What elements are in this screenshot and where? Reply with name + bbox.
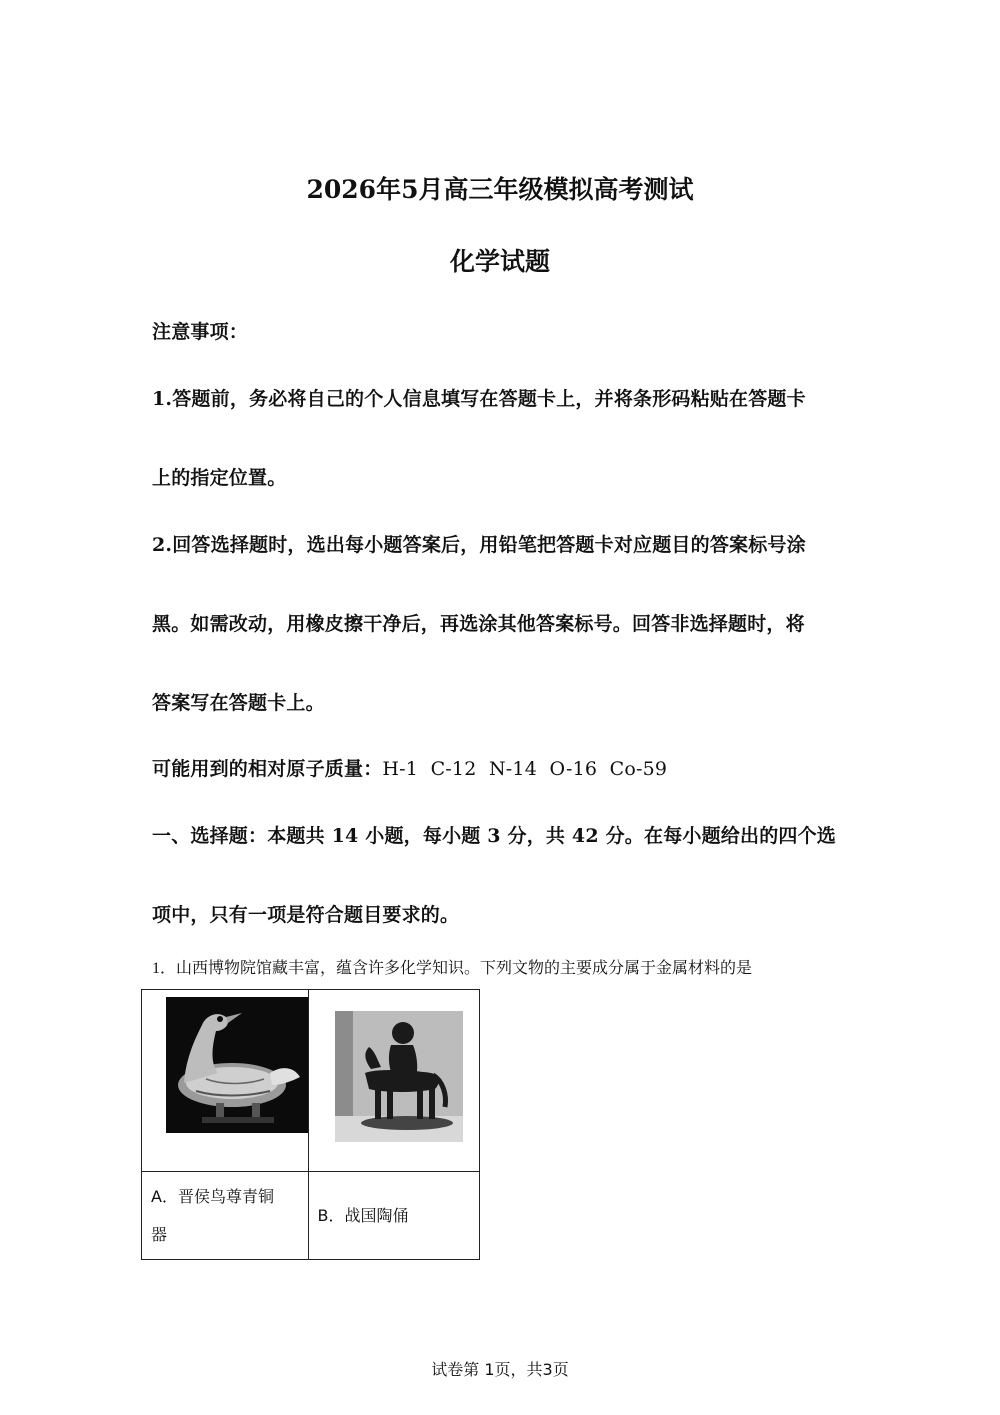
notice-heading: 注意事项：	[152, 321, 249, 343]
option-a-image-cell	[142, 990, 309, 1172]
atomic-mass-values: H-1 C-12 N-14 O-16 Co-59	[382, 758, 668, 780]
pottery-figurine-image	[335, 1011, 463, 1142]
notice-item1-line1: 1.答题前，务必将自己的个人信息填写在答题卡上，并将条形码粘贴在答题卡	[152, 388, 806, 410]
question1-options-table	[141, 989, 480, 1260]
option-b	[308, 1172, 480, 1260]
notice-item2-line2: 黑。如需改动，用橡皮擦干净后，再选涂其他答案标号。回答非选择题时，将	[152, 613, 805, 635]
option-b-image-cell	[308, 990, 480, 1172]
atomic-mass-label: 可能用到的相对原子质量：	[152, 758, 383, 780]
atomic-mass-line	[152, 754, 667, 781]
option-b-label-line1: B．战国陶俑	[317, 1205, 409, 1225]
notice-item2-line3: 答案写在答题卡上。	[152, 692, 325, 714]
notice-item2-line1: 2.回答选择题时，选出每小题答案后，用铅笔把答题卡对应题目的答案标号涂	[152, 534, 806, 556]
section1-line2: 项中，只有一项是符合题目要求的。	[152, 904, 460, 926]
option-a	[142, 1172, 309, 1260]
bronze-bird-vessel-image	[166, 997, 308, 1133]
page-footer: 试卷第 1页，共3页	[431, 1360, 569, 1379]
option-a-label-line1: A．晋侯鸟尊青铜	[151, 1186, 274, 1206]
section1-line1: 一、选择题：本题共 14 小题，每小题 3 分，共 42 分。在每小题给出的四个选	[152, 825, 836, 847]
question1-stem	[152, 955, 752, 978]
exam-title: 2026年5月高三年级模拟高考测试	[306, 175, 694, 204]
question1-number: 1．	[152, 960, 177, 977]
option-a-label-line2: 器	[151, 1224, 168, 1244]
question1-text: 山西博物院馆藏丰富，蕴含许多化学知识。下列文物的主要成分属于金属材料的是	[176, 958, 753, 977]
exam-subtitle: 化学试题	[449, 247, 550, 276]
notice-item1-line2: 上的指定位置。	[152, 467, 287, 489]
